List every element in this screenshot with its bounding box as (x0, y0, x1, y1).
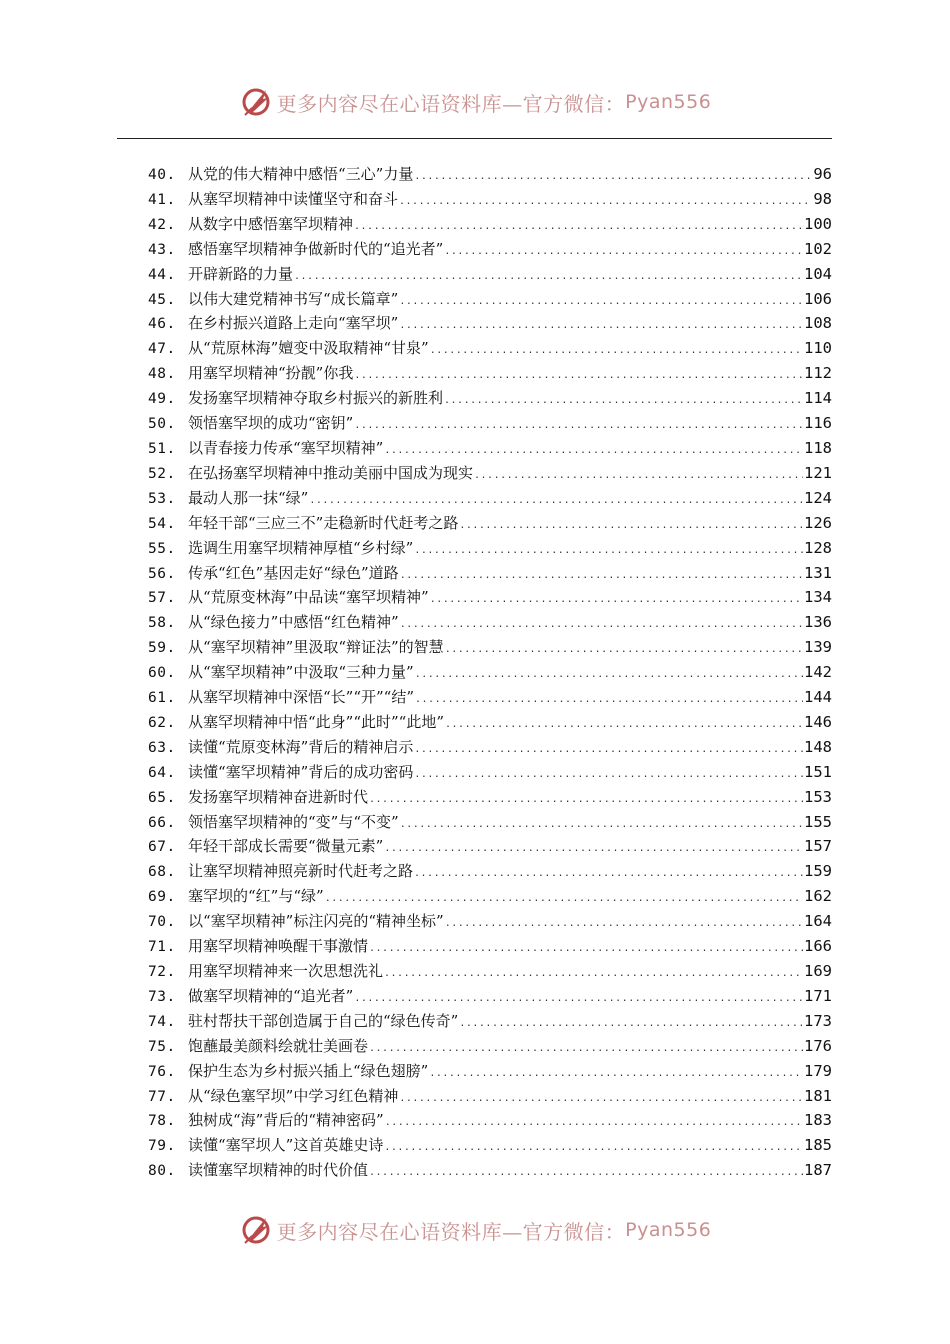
toc-entry[interactable] (148, 561, 832, 586)
toc-entry-page: 114 (804, 389, 832, 408)
toc-entry[interactable] (148, 336, 832, 361)
toc-leader-dots (384, 837, 803, 862)
toc-leader-dots (445, 638, 803, 663)
toc-entry-title: 让塞罕坝精神照亮新时代赶考之路 (188, 862, 414, 881)
toc-entry-page: 164 (804, 912, 832, 931)
toc-entry-number: 79. (148, 1138, 176, 1155)
toc-entry-page: 169 (804, 962, 832, 980)
toc-entry[interactable] (148, 311, 832, 336)
toc-entry[interactable] (148, 262, 832, 287)
toc-entry[interactable] (148, 411, 832, 436)
toc-entry-number: 67. (148, 839, 176, 856)
toc-entry-number: 52. (148, 465, 176, 482)
toc-entry-number: 60. (148, 665, 176, 682)
toc-leader-dots (400, 564, 803, 589)
toc-leader-dots (369, 1161, 803, 1186)
toc-entry-number: 64. (148, 764, 176, 781)
toc-leader-dots (400, 813, 803, 838)
toc-entry-title: 从“荒原林海”嬗变中汲取精神“甘泉” (188, 339, 429, 358)
toc-entry-number: 43. (148, 241, 176, 258)
toc-leader-dots (414, 738, 803, 763)
toc-entry-page: 159 (804, 862, 832, 881)
table-of-contents (148, 162, 832, 1183)
toc-entry-page: 134 (804, 588, 832, 607)
toc-entry-number: 72. (148, 964, 176, 980)
toc-entry-title: 做塞罕坝精神的“追光者” (188, 986, 354, 1005)
toc-entry-title: 用塞罕坝精神来一次思想洗礼 (188, 962, 384, 980)
toc-entry[interactable] (148, 635, 832, 660)
toc-entry-page: 106 (804, 289, 832, 308)
toc-entry[interactable] (148, 785, 832, 810)
toc-entry-title: 感悟塞罕坝精神争做新时代的“追光者” (188, 239, 444, 258)
toc-entry-number: 58. (148, 615, 176, 632)
toc-entry-page: 108 (804, 314, 832, 333)
toc-entry-number: 44. (148, 266, 176, 283)
toc-entry-page: 181 (804, 1086, 832, 1105)
toc-entry[interactable] (148, 884, 832, 909)
toc-entry-number: 76. (148, 1063, 176, 1080)
toc-entry-page: 157 (804, 837, 832, 856)
toc-entry-number: 41. (148, 191, 176, 208)
banner-wechat-id: Pyan556 (625, 91, 712, 113)
quill-logo-icon (239, 85, 273, 119)
toc-entry-number: 75. (148, 1038, 176, 1055)
toc-entry[interactable] (148, 984, 832, 1009)
toc-entry-page: 144 (804, 688, 832, 707)
toc-entry[interactable] (148, 237, 832, 262)
toc-entry[interactable] (148, 1158, 832, 1183)
toc-leader-dots (414, 165, 812, 190)
toc-entry-page: 124 (804, 488, 832, 507)
toc-entry-page: 139 (804, 638, 832, 657)
footer-banner (0, 1208, 950, 1252)
toc-entry-page: 148 (804, 737, 832, 756)
toc-leader-dots (369, 1037, 803, 1062)
toc-entry-title: 在弘扬塞罕坝精神中推动美丽中国成为现实 (188, 463, 474, 482)
toc-entry-number: 69. (148, 889, 176, 906)
toc-entry[interactable] (148, 436, 832, 461)
toc-entry[interactable] (148, 909, 832, 934)
toc-entry-number: 47. (148, 341, 176, 358)
toc-entry-page: 179 (804, 1061, 832, 1080)
toc-entry-page: 121 (804, 463, 832, 482)
toc-entry[interactable] (148, 1084, 832, 1109)
toc-entry-title: 从党的伟大精神中感悟“三心”力量 (188, 165, 414, 183)
toc-leader-dots (430, 588, 803, 613)
toc-entry-page: 136 (804, 613, 832, 632)
toc-entry[interactable] (148, 536, 832, 561)
toc-entry[interactable] (148, 859, 832, 884)
toc-leader-dots (444, 240, 803, 265)
toc-leader-dots (385, 1111, 803, 1136)
toc-entry[interactable] (148, 486, 832, 511)
toc-entry-title: 以青春接力传承“塞罕坝精神” (188, 438, 384, 457)
toc-leader-dots (430, 339, 803, 364)
toc-entry[interactable] (148, 287, 832, 312)
toc-entry-page: 146 (804, 712, 832, 731)
header-banner (0, 80, 950, 124)
toc-entry[interactable] (148, 834, 832, 859)
toc-entry-number: 59. (148, 640, 176, 657)
toc-entry-title: 领悟塞罕坝精神的“变”与“不变” (188, 812, 399, 831)
toc-entry[interactable] (148, 760, 832, 785)
banner-text: 更多内容尽在心语资料库—官方微信： (276, 1219, 626, 1244)
toc-entry-title: 从塞罕坝精神中读懂坚守和奋斗 (188, 189, 399, 208)
toc-entry-page: 155 (804, 812, 832, 831)
toc-entry-title: 年轻干部“三应三不”走稳新时代赶考之路 (188, 513, 459, 532)
toc-entry-title: 从数字中感悟塞罕坝精神 (188, 214, 354, 233)
toc-entry-number: 51. (148, 440, 176, 457)
toc-entry-page: 104 (804, 264, 832, 283)
toc-leader-dots (474, 464, 803, 489)
toc-leader-dots (444, 389, 803, 414)
toc-entry-title: 从塞罕坝精神中深悟“长”“开”“结” (188, 688, 415, 707)
toc-entry-number: 65. (148, 789, 176, 806)
toc-leader-dots (459, 514, 803, 539)
toc-entry-page: 187 (804, 1161, 832, 1180)
toc-leader-dots (414, 763, 803, 788)
toc-entry-title: 读懂塞罕坝精神的时代价值 (188, 1161, 369, 1180)
toc-entry-title: 发扬塞罕坝精神奋进新时代 (188, 787, 369, 806)
toc-entry-number: 78. (148, 1113, 176, 1130)
toc-entry-title: 塞罕坝的“红”与“绿” (188, 887, 324, 906)
toc-entry-number: 57. (148, 590, 176, 607)
toc-entry-number: 53. (148, 490, 176, 507)
toc-entry-page: 128 (804, 538, 832, 557)
toc-entry-number: 50. (148, 416, 176, 433)
toc-entry-number: 54. (148, 515, 176, 532)
toc-entry-number: 63. (148, 739, 176, 756)
toc-entry-title: 年轻干部成长需要“微量元素” (188, 837, 384, 856)
toc-entry-title: 用塞罕坝精神唤醒干事激情 (188, 937, 369, 956)
toc-leader-dots (354, 414, 803, 439)
toc-entry-page: 118 (804, 438, 832, 457)
toc-entry[interactable] (148, 212, 832, 237)
toc-entry-page: 151 (804, 762, 832, 781)
toc-leader-dots (384, 1136, 803, 1161)
toc-entry[interactable] (148, 1108, 832, 1133)
toc-entry-title: 从“塞罕坝精神”中汲取“三种力量” (188, 663, 414, 682)
toc-entry-title: 传承“红色”基因走好“绿色”道路 (188, 563, 399, 582)
toc-entry[interactable] (148, 511, 832, 536)
toc-entry-title: 以伟大建党精神书写“成长篇章” (188, 289, 399, 308)
toc-entry[interactable] (148, 685, 832, 710)
toc-entry-title: 保护生态为乡村振兴插上“绿色翅膀” (188, 1061, 429, 1080)
toc-entry-number: 80. (148, 1163, 176, 1180)
toc-leader-dots (369, 937, 803, 962)
toc-entry-title: 独树成“海”背后的“精神密码” (188, 1111, 384, 1130)
toc-leader-dots (415, 688, 803, 713)
banner-text: 更多内容尽在心语资料库—官方微信： (276, 91, 626, 116)
toc-leader-dots (399, 190, 812, 215)
toc-entry-page: 162 (804, 887, 832, 906)
toc-entry-page: 142 (804, 663, 832, 682)
toc-entry[interactable] (148, 710, 832, 735)
toc-entry[interactable] (148, 461, 832, 486)
toc-entry[interactable] (148, 1034, 832, 1059)
toc-entry[interactable] (148, 187, 832, 212)
toc-leader-dots (414, 539, 803, 564)
toc-entry-number: 61. (148, 690, 176, 707)
toc-entry[interactable] (148, 610, 832, 635)
header-divider (117, 138, 832, 139)
toc-entry[interactable] (148, 934, 832, 959)
toc-leader-dots (399, 290, 803, 315)
toc-leader-dots (415, 663, 803, 688)
toc-entry[interactable] (148, 585, 832, 610)
toc-entry-title: 最动人那一抹“绿” (188, 488, 309, 507)
toc-entry-number: 55. (148, 540, 176, 557)
toc-entry-number: 56. (148, 565, 176, 582)
toc-entry-title: 领悟塞罕坝的成功“密钥” (188, 414, 354, 433)
toc-entry-title: 选调生用塞罕坝精神厚植“乡村绿” (188, 538, 414, 557)
toc-entry-page: 171 (804, 986, 832, 1005)
toc-entry-title: 驻村帮扶干部创造属于自己的“绿色传奇” (188, 1011, 459, 1030)
toc-leader-dots (445, 713, 803, 738)
toc-entry[interactable] (148, 1009, 832, 1034)
toc-entry-page: 153 (804, 787, 832, 806)
toc-entry-title: 读懂“塞罕坝人”这首英雄史诗 (188, 1136, 384, 1155)
toc-entry[interactable] (148, 386, 832, 411)
toc-entry-page: 112 (804, 364, 832, 383)
toc-entry[interactable] (148, 1059, 832, 1084)
toc-entry-number: 70. (148, 914, 176, 931)
toc-entry-number: 40. (148, 167, 176, 183)
toc-entry[interactable] (148, 361, 832, 386)
toc-leader-dots (384, 962, 803, 987)
toc-entry[interactable] (148, 810, 832, 835)
toc-entry-title: 从“荒原变林海”中品读“塞罕坝精神” (188, 588, 429, 607)
toc-entry[interactable] (148, 660, 832, 685)
toc-entry[interactable] (148, 162, 832, 187)
toc-entry-page: 102 (804, 239, 832, 258)
toc-entry-number: 45. (148, 291, 176, 308)
toc-entry[interactable] (148, 1133, 832, 1158)
toc-entry-title: 从“绿色塞罕坝”中学习红色精神 (188, 1086, 399, 1105)
toc-entry-title: 从“绿色接力”中感悟“红色精神” (188, 613, 399, 632)
toc-entry-title: 读懂“塞罕坝精神”背后的成功密码 (188, 762, 414, 781)
toc-entry-page: 96 (813, 165, 832, 183)
toc-entry[interactable] (148, 959, 832, 984)
toc-entry-page: 131 (804, 563, 832, 582)
toc-entry-number: 48. (148, 366, 176, 383)
toc-leader-dots (369, 788, 803, 813)
toc-entry-page: 110 (804, 339, 832, 358)
toc-entry-page: 100 (804, 214, 832, 233)
toc-entry-number: 62. (148, 714, 176, 731)
toc-entry-title: 读懂“荒原变林海”背后的精神启示 (188, 737, 414, 756)
toc-entry-title: 发扬塞罕坝精神夺取乡村振兴的新胜利 (188, 389, 444, 408)
toc-entry-title: 以“塞罕坝精神”标注闪亮的“精神坐标” (188, 912, 444, 931)
toc-leader-dots (429, 1062, 803, 1087)
toc-entry-page: 116 (804, 414, 832, 433)
toc-entry-number: 66. (148, 814, 176, 831)
banner-wechat-id: Pyan556 (625, 1219, 712, 1241)
toc-entry-number: 68. (148, 864, 176, 881)
toc-entry-page: 166 (804, 937, 832, 956)
toc-leader-dots (459, 1012, 803, 1037)
toc-leader-dots (399, 314, 803, 339)
toc-entry-title: 饱蘸最美颜料绘就壮美画卷 (188, 1036, 369, 1055)
toc-entry-title: 开辟新路的力量 (188, 264, 294, 283)
toc-entry-title: 在乡村振兴道路上走向“塞罕坝” (188, 314, 399, 333)
toc-entry-number: 49. (148, 391, 176, 408)
quill-logo-icon (239, 1213, 273, 1247)
toc-entry-page: 176 (804, 1036, 832, 1055)
toc-entry-number: 71. (148, 939, 176, 956)
toc-entry-number: 73. (148, 988, 176, 1005)
toc-leader-dots (414, 862, 803, 887)
toc-entry-title: 从“塞罕坝精神”里汲取“辩证法”的智慧 (188, 638, 444, 657)
toc-entry-page: 185 (804, 1136, 832, 1155)
toc-entry-title: 用塞罕坝精神“扮靓”你我 (188, 364, 354, 383)
toc-leader-dots (445, 912, 803, 937)
toc-entry-page: 126 (804, 513, 832, 532)
toc-entry-number: 46. (148, 316, 176, 333)
toc-entry-page: 183 (804, 1111, 832, 1130)
toc-entry-number: 74. (148, 1013, 176, 1030)
toc-entry-page: 173 (804, 1011, 832, 1030)
toc-entry-page: 98 (813, 189, 832, 208)
toc-entry-title: 从塞罕坝精神中悟“此身”“此时”“此地” (188, 712, 445, 731)
toc-entry-number: 42. (148, 216, 176, 233)
toc-leader-dots (399, 1087, 803, 1112)
toc-leader-dots (400, 613, 803, 638)
toc-entry[interactable] (148, 735, 832, 760)
toc-entry-number: 77. (148, 1088, 176, 1105)
